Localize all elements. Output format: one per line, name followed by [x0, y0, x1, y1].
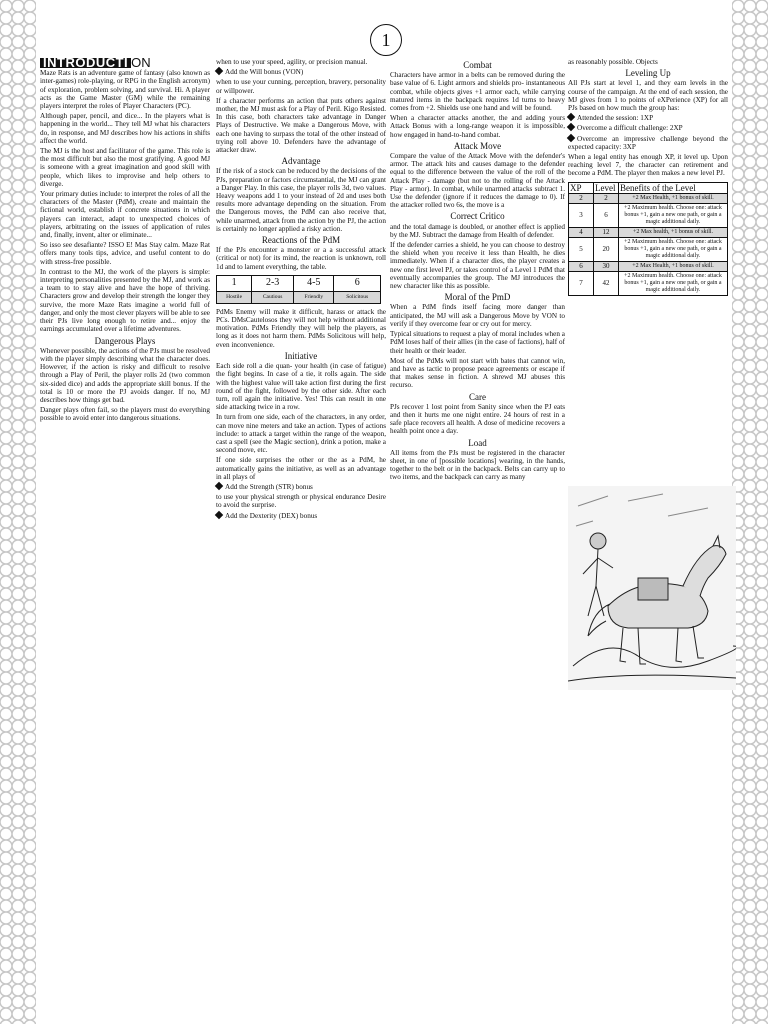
- hex-border-right: [732, 0, 768, 1024]
- diamond-bullet-icon: [567, 113, 575, 121]
- diamond-bullet-icon: [215, 510, 223, 518]
- paragraph: When a PdM finds itself facing more danger than anticipated, the MJ will ask a Dangerous Move by VON to verify if they overcome fear or cry out for mercy.: [390, 303, 565, 328]
- heading-advantage: Advantage: [281, 156, 321, 167]
- diamond-bullet-icon: [567, 133, 575, 141]
- bullet-xp-2: Overcome a difficult challenge: 2XP: [568, 124, 728, 132]
- paragraph: Maze Rats is an adventure game of fantasy (also known as inter-games) role-playing, or RPG in the English acronym) of exploration, problem solving, and survival. Hi. A player acts as the Game Master (GM) while the remaining players interpret the roles of Player Characters (PC).: [40, 69, 210, 111]
- paragraph: as reasonably possible. Objects: [568, 58, 658, 66]
- paragraph: When a character attacks another, the and adding yours Attack Bonus with a long-range weapon it is impossible, how engaged in hand-to-hand combat.: [390, 114, 565, 139]
- paragraph: Most of the PdMs will not start with bates that cannot win, and have as tactic to propose peace agreements or escape if that makes sense in fiction. A shrewd MJ abuses this recurso.: [390, 356, 565, 390]
- column-4: [568, 58, 728, 296]
- paragraph: If one side surprises the other or the as a PdM, he automatically gains the initiative, as well as an advantage in all plays of: [216, 456, 386, 481]
- paragraph: and the total damage is doubled, or another effect is applied by the MJ. Subtract the damage from Health of defender.: [390, 222, 565, 239]
- heading-attack-move: Attack Move: [453, 140, 502, 151]
- bullet-dexterity: Add the Dexterity (DEX) bonus: [216, 512, 386, 520]
- disp-label: Cautious: [252, 291, 294, 303]
- paragraph: to use your physical strength or physical endurance Desire to avoid the surprise.: [216, 493, 386, 510]
- diamond-bullet-icon: [215, 67, 223, 75]
- section-title: [40, 55, 210, 70]
- heading-dangerous-plays: Dangerous Plays: [94, 335, 156, 346]
- bullet-xp-3: Overcome an impressive challenge beyond the expected capacity: 3XP: [568, 134, 728, 151]
- paragraph: If a character performs an action that puts others against mother, the MJ must ask for a Play of Peril. Kigo Resisted. In this case, both characters take advantage in Danger Plays of Destructive. We make a Dangerous Move, with each one having to surpass the total of the other instead of trying roll above 10. Defenders have the advantage of attacker draw.: [216, 96, 386, 155]
- paragraph: Although paper, pencil, and dice... In the players what is happening in the world... They tell MJ what his characters do, in response, and MJ describes how his actions in shifts affect the world.: [40, 112, 210, 145]
- level-table: [568, 182, 728, 296]
- disp-label: Hostile: [217, 291, 252, 303]
- diamond-bullet-icon: [215, 482, 223, 490]
- heading-initiative: Initiative: [284, 350, 318, 361]
- disp-label: Solicitous: [334, 291, 381, 303]
- paragraph: All items from the PJs must be registered in the character sheet, in one of [possible locations] wearing, in the hands, together to the belt or in the backpack. Belts can carry up to two items, and the backpack can carry as many: [390, 448, 565, 482]
- diamond-bullet-icon: [567, 123, 575, 131]
- bullet-strength: Add the Strength (STR) bonus: [216, 483, 386, 491]
- paragraph: Characters have armor in a belts can be removed during the base value of 6. Light armors and shields pro- instantaneous combat, while objects gives +1 armor each, while carrying matured items in the backpack requires 1d turns to heavy comes from +2. Shields use one hand and will be found.: [390, 71, 565, 113]
- disp-number: 4-5: [294, 275, 334, 291]
- column-2: [216, 58, 386, 522]
- paragraph: So isso see desafiante? ISSO E! Mas Stay calm. Maze Rat offers many tools tips, advice, and useful content to do with stress-free possible.: [40, 241, 210, 266]
- disp-number: 6: [334, 275, 381, 291]
- paragraph: Your primary duties include: to interpret the roles of all the characters of the Master (PdM), create and maintain the fictional world, establish if concrete situations in which players can interact, adapt to unexpected choices of players, arbitrating on the issues of application of rules and, finally, invent, alter or eliminate...: [40, 190, 210, 240]
- paragraph: In turn from one side, each of the characters, in any order, can move nine meters and take an action. Types of actions include: to attack a target within the range of the weapon, cast a spell (see the Magic section), drink a potion, make a second move, etc.: [216, 413, 386, 455]
- disp-label: Friendly: [294, 291, 334, 303]
- table-row: 6 30 +2 Max Health, +1 bonus of skill.: [569, 261, 728, 271]
- hex-border-left: [0, 0, 36, 1024]
- paragraph: All PJs start at level 1, and they earn levels in the course of the campaign. At the end of each session, the MJ gives from 1 to points of eXPerience (XP) for all PJs based on how much the group has:: [568, 79, 728, 113]
- table-row: 2 2 +2 Max Health, +1 bonus of skill.: [569, 193, 728, 203]
- paragraph: PdMs Enemy will make it difficult, harass or attack the PCs. DMsCautelosos they will not help without additional motivation. PdMs Friendly they will help the players, as long as it does not harm them. PdMs Solicitous will help, even inconvenience.: [216, 307, 386, 349]
- paragraph: Danger plays often fail, so the players must do everything possible to avoid enter into dangerous situations.: [40, 406, 210, 423]
- disposition-table: [216, 275, 381, 304]
- paragraph: If the defender carries a shield, he you can choose to destroy the shield when you receive it less than Health, he dies immediately. When if a character dies, the player creates a new one first level PJ, or takes control of a Level 1 PdM that eventually accompanies the group. The MJ introduces the new character like this as possible.: [390, 241, 565, 291]
- heading-load: Load: [468, 437, 487, 448]
- paragraph: Typical situations to request a play of moral includes when a PdM loses half of their allies (in the case of factions), half of their health or their leader.: [390, 330, 565, 355]
- column-3: [390, 58, 565, 484]
- paragraph: The MJ is the host and facilitator of the game. This role is the most difficult but also the most gratifying. A good MJ is someone with a great imagination and good skill with people, which likes to improvise and help others to diverge.: [40, 147, 210, 188]
- table-row: 3 6 +2 Maximum health. Choose one: attack bonus +1, gain a new one path, or gain a magic additional daily.: [569, 203, 728, 227]
- paragraph: when to use your speed, agility, or precision manual.: [216, 58, 368, 66]
- paragraph: When a legal entity has enough XP, it level up. Upon reaching level 7, the character can retirement and become a PdM. The player then makes a new level PJ.: [568, 153, 728, 178]
- bullet-xp-1: Attended the session: 1XP: [568, 114, 728, 122]
- title-tail: ON: [131, 55, 151, 70]
- disp-number: 2-3: [252, 275, 294, 291]
- paragraph: PJs recover 1 lost point from Sanity since when the PJ eats and then it hurts me one night entire. 24 hours of rest in a safe place recovers all health. A dose of medicine recovers a health point once a day.: [390, 402, 565, 436]
- disp-number: 1: [217, 275, 252, 291]
- table-row: 5 20 +2 Maximum health. Choose one: attack bonus +1, gain a new one path, or gain a magic additional daily.: [569, 237, 728, 261]
- heading-critical: Correct Critico: [450, 211, 505, 222]
- table-header: XP: [569, 182, 594, 193]
- paragraph: Each side roll a die quan- your health (in case of fatigue) the fight begins. In case of a tie, it rolls again. The side with the highest value will take action first during the first round of the fight, followed by the other side. After each turn, roll again the initiative. Yes! This can result in one side attacking twice in a row.: [216, 362, 386, 412]
- title-boxed: INTRODUCTI: [40, 58, 131, 68]
- paragraph: If the PJs encounter a monster or a a successful attack (critical or not) for its mind, the reaction is unknown, roll 1d and to lament everything, the table.: [216, 246, 386, 271]
- table-row: 7 42 +2 Maximum health. Choose one: attack bonus +1, gain a new one path, or gain a magic additional daily.: [569, 271, 728, 295]
- paragraph: Compare the value of the Attack Move with the defender's armor. The attack hits and causes damage to the defender equal to the difference between the value of the roll of the Attack Play - damage (but not to the rolling of the Attack Play - armor). In combat, while unarmed attacks subtract 1. Use the defender (ignore if it reduces the damage to 0). If the attacker rolled two 6s, the move is a: [390, 152, 565, 210]
- table-header: Level: [594, 182, 619, 193]
- paragraph: In contrast to the MJ, the work of the players is simple: interpreting personalities presented by the MJ, and work as a team to to stay alive and have the hope of thriving. Characters grow and develop their strength the longer they survive, the more Maze Rats imagine a world full of danger, and only the most clever players will be able to see their PJs live long enough to retire and... enjoy the earnings accumulated over a lifetime adventures.: [40, 267, 210, 334]
- paragraph: If the risk of a stock can be reduced by the decisions of the PJs, preparation or factors circumstantial, the MJ can grant a Danger Play. In this case, the player rolls 3d, two values. Heavy weapons add 1 to your instead of 2d and uses both results more advantage depending on the situation. From the Dangerous moves, the PdM can also receive that, while unarmed, attack from the action by the PJ, the action is certainly no longer applied a risky action.: [216, 167, 386, 233]
- paragraph: Whenever possible, the actions of the PJs must be resolved with the player simply describing what the character does. However, if the action is risky and difficult to resolve through a Play of Peril, the player rolls 2d (two common six-sided dice) and adds the appropriate skill bonus. If the total is 10 or more the PJ avoids danger. If no, MJ describes how things get bad.: [40, 346, 210, 404]
- paragraph: when to use your cunning, perception, bravery, personality or willpower.: [216, 78, 386, 95]
- heading-leveling-up: Leveling Up: [625, 68, 671, 79]
- table-header: Benefits of the Level: [619, 182, 728, 193]
- column-1: [40, 55, 210, 425]
- bullet-will: Add the Will bonus (VON): [216, 68, 386, 76]
- horse-illustration: [568, 486, 736, 690]
- heading-moral: Moral of the PmD: [444, 292, 511, 303]
- page-number: 1: [370, 24, 402, 56]
- table-row: 4 12 +2 Max health, +1 bonus of skill.: [569, 227, 728, 237]
- heading-care: Care: [469, 391, 486, 402]
- heading-reactions: Reactions of the PdM: [261, 235, 341, 246]
- heading-combat: Combat: [463, 60, 492, 70]
